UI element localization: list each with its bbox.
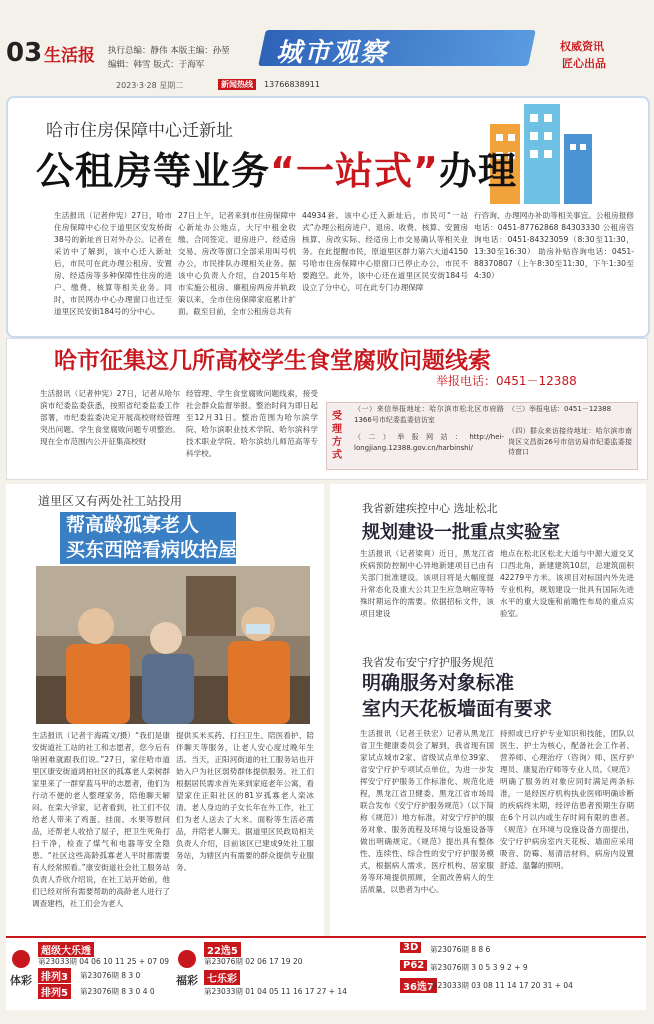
- article3-col-2: 提供买米买药、打扫卫生、陪医看护、陪伴聊天等服务，让老人安心度过晚年生活。当天，正阳河街道的社工服务站也开始入户为社区弱势群体提供服务。社工们根据居民需求首先来到家庭老年公寓，看望家住正阳社区的81岁孤寡老人栾冰清。老人身边的子女长年在外工作，社工们为老人送去了大米、面粉等生活必需品，并陪老人聊天。据道里区民政局相关负责人介绍，目前该区已建成9处社工服务站，为辖区内有需要的群众提供专业服务。: [176, 731, 314, 872]
- article5-col-2: 持照或已疗护专业知识和技能，团队以医生、护士为核心，配备社会工作者、营养师、心理治疗（咨询）师、医疗护理员、康复治疗师等专业人员。《规范》明确了服务的对象应同时满足两条标准，一是经医疗机构执业医师明确诊断的疾病终末期，经评估患者预期生存期在6个月以内或生存时间有限的患者。《规范》在环境与设施设备方面提出，安宁疗护病房室内天花板、墙面应采用吸音、防霉、易清洁材料，病房内设置舒适、温馨的照明。: [500, 729, 634, 870]
- lottery-result: 第23076期 3 0 5 3 9 2 + 9: [430, 963, 528, 972]
- headline-line-2: 买东西陪看病收拾屋: [66, 539, 238, 561]
- lottery-result: 第23076期 8 8 6: [430, 945, 491, 954]
- lottery-result: 第23033期 04 06 10 11 25 + 07 09: [38, 957, 170, 966]
- hotline-label: 新闻热线: [218, 79, 256, 90]
- headline-quote: “一站式”: [270, 149, 439, 193]
- sports-lottery-icon: [12, 950, 30, 968]
- lottery-name: 36选7: [400, 978, 437, 993]
- article3-headline: [66, 513, 237, 563]
- way-3: （三）举报电话：0451－12388: [508, 405, 612, 413]
- article1-col-1: 生活报讯（记者仲宪）27日，哈市住房保障中心位于道里区安发桥街38号的新址首日对外办公。记者在采访中了解到，该中心迁入新址后，市民可在此办理公租房、安置房、经适房等多种保障性住房的进户、缴费、核算等相关业务。同时，市民网办中心办理窗口也迁至道里区民安街184号的分中心。: [54, 211, 172, 316]
- headline-line-1: 帮高龄孤寡老人: [66, 514, 200, 536]
- slogan-1: 权威资讯: [560, 40, 604, 53]
- dateline: 2023·3·28 星期二: [116, 81, 184, 90]
- article1-col-4: 行咨询、办理网办补助等相关事宜。公租房报修电话：0451-87762868 84303330 公租房咨询电话：0451-84323059（8:30至11:30，13:30至16:30） 助房补贴咨询电话：0451-88370807（上午8:30至11:30，下午1:30至4:30）: [474, 211, 634, 280]
- volunteers-photo: [36, 566, 310, 724]
- paper-logo: 生活报: [44, 46, 95, 66]
- way-1: （一）来信举报地址：哈尔滨市松北区市府路1366号市纪委监委信访室: [354, 405, 504, 424]
- lottery-name: P62: [400, 960, 427, 971]
- way-2: （二）举报网站：http://hei-longjiang.12388.gov.cn/harbinshi/: [354, 433, 504, 452]
- reporting-methods-title: 受理方式: [332, 411, 342, 461]
- article4-col-2: 地点在松北区松北大道与中源大道交叉口西北角，新建建筑10层，总建筑面积42279平方米。该项目对标国内外先进专业机构，规划建设一批具有国际先进水平的重大设施和前瞻性布局的重点实验室。: [500, 549, 634, 618]
- lottery-name: 22选5: [204, 942, 241, 957]
- headline-part-1: 公租房等业务: [36, 149, 271, 193]
- lottery-result: 第23076期 02 06 17 19 20: [204, 957, 303, 966]
- way-4: （四）群众来访接待地址：哈尔滨市南岗区文昌街26号市信访局市纪委监委接待窗口: [508, 427, 632, 456]
- lottery-result: 第23076期 8 3 0 4 0: [80, 987, 155, 996]
- article2-headline: 哈市征集这几所高校学生食堂腐败问题线索: [54, 348, 491, 374]
- article5-headline: [362, 670, 552, 722]
- hotline-number: 13766838911: [264, 80, 320, 89]
- headline-line-2: 室内天花板墙面有要求: [362, 698, 553, 720]
- staff-line-1: 执行总编：静伟 本版主编：孙堃: [108, 46, 230, 56]
- lottery-name: 3D: [400, 942, 421, 953]
- article1-col-3: 44934套。该中心迁入新址后，市民可“一站式”办理公租房进户、退房、收费、核算、安置房核算、房改实际、经适房上市交易确认等相关业务。在此提醒市民，原道里区群力第六大道4150号哈市住房保障中心原窗口已停止办公，市民不要跑空。此外，该中心还在道里区民安街184号设立了分中心，可在此专门办理保障: [302, 211, 468, 292]
- article5-col-1: 生活报讯（记者王铁宏）记者从黑龙江省卫生健康委员会了解到，我省现有国家试点城市2家、省级试点单位39家、省安宁疗护专项试点单位，为进一步发挥安宁疗护服务工作标准化、规范化进程，黑龙江省卫健委、黑龙江省市场局联合发布《安宁疗护服务规范》（以下简称《规范》）地方标准，对安宁疗护的服务对象、服务流程及环境与设施设备等做出明确规定。《规范》提出具有整体性、连续性、综合性的安宁疗护服务模式，根据病人需求、医疗机构、居家服务等环境提供照顾，全面改善病人的生活质量，以患者为中心。: [360, 729, 494, 894]
- tip-phone: 举报电话：0451－12388: [436, 374, 577, 388]
- page-number: 03: [6, 38, 43, 68]
- article1-subtitle: 哈市住房保障中心迁新址: [46, 121, 233, 141]
- lottery-category-sports: 体彩: [10, 974, 32, 987]
- lottery-result: 第23033期 01 04 05 11 16 17 27 + 14: [204, 987, 347, 996]
- article4-col-1: 生活报讯（记者梁爽）近日，黑龙江省疾病预防控制中心异地新建项目已由有关部门批准建设。该项目将是大幅度提升常态化及重大公共卫生应急响应等特殊时期运作的需要。依据招标文件，该项目建设: [360, 549, 494, 618]
- article1-headline: [36, 140, 517, 195]
- slogan-2: 匠心出品: [562, 57, 606, 70]
- section-title: 城市观察: [276, 38, 389, 68]
- page-header: [0, 0, 654, 90]
- article4-tag: 我省新建疾控中心 选址松北: [362, 502, 498, 515]
- lottery-name: 七乐彩: [204, 970, 240, 985]
- lottery-category-welfare: 福彩: [176, 974, 198, 987]
- staff-line-2: 编辑：韩雪 版式：于海军: [108, 60, 205, 70]
- lottery-name: 超级大乐透: [38, 942, 94, 957]
- article2-col-2: 经管理、学生食堂腐败问题线索，接受社会群众监督举报。整治时间为即日起至12月31日。整治范围为哈尔滨学院、哈尔滨职业技术学院、哈尔滨科学技术职业学院、哈尔滨幼儿师范高等专科学校。: [186, 389, 318, 458]
- headline-line-1: 明确服务对象标准: [362, 672, 515, 694]
- article3-col-1: 生活报讯（记者于海霞文/摄）“我们是康安街道社工站的社工和志愿者，您今后有啥困难就跟我们说。”27日，家住哈市道里区康安街道鸿柏社区的孤寡老人栾树群家里来了一群穿蓝马甲的志愿者，他们为行动不便的老人整理家务，陪他聊天解闷。在栾大爷家，记者看到，社工们不仅给老人带来了鸡蛋、挂面、水果等慰问品，还帮老人收拾了屋子，把卫生死角打扫干净，检查了煤气和电器等安全隐患。“社区这些高龄孤寡老人平时都需要有人经常照看。”康安街道社会社工服务站负责人乔欣介绍说，在社工站开始前，他们已经对所有需要帮助的高龄老人进行了调查建档，社工们会为老人: [32, 731, 170, 908]
- article3-tag: 道里区又有两处社工站投用: [38, 494, 183, 508]
- lottery-result: 第23033期 03 08 11 14 17 20 31 + 04: [430, 981, 573, 990]
- lottery-name: 排列3: [38, 968, 71, 983]
- welfare-lottery-icon: [178, 950, 196, 968]
- article1-col-2: 27日上午，记者来到市住房保障中心新址办公地点，大厅中租金收缴、合同签定、退房进户、经适房交易、房改等窗口全部采用叫号机办公，市民排队办理相关业务。据该中心负责人介绍，自2015年哈市实施公租房、廉租房两房并轨政策以来，全市住房保障家庭累计扩面。截至目前，全市公租房总共有: [178, 211, 296, 316]
- article4-headline: 规划建设一批重点实验室: [362, 522, 560, 543]
- article2-col-1: 生活报讯（记者仲宪）27日，记者从哈尔滨市纪委监委获悉，按照省纪委监委工作部署，市纪委监委决定开展高校财经管理突出问题、学生食堂腐败问题专项整治。现在全市范围内公开征集高校财: [40, 389, 180, 446]
- headline-part-3: 办理: [438, 149, 517, 193]
- lottery-result: 第23076期 8 3 0: [80, 971, 141, 980]
- lottery-name: 排列5: [38, 984, 71, 999]
- article5-tag: 我省发布安宁疗护服务规范: [362, 656, 494, 669]
